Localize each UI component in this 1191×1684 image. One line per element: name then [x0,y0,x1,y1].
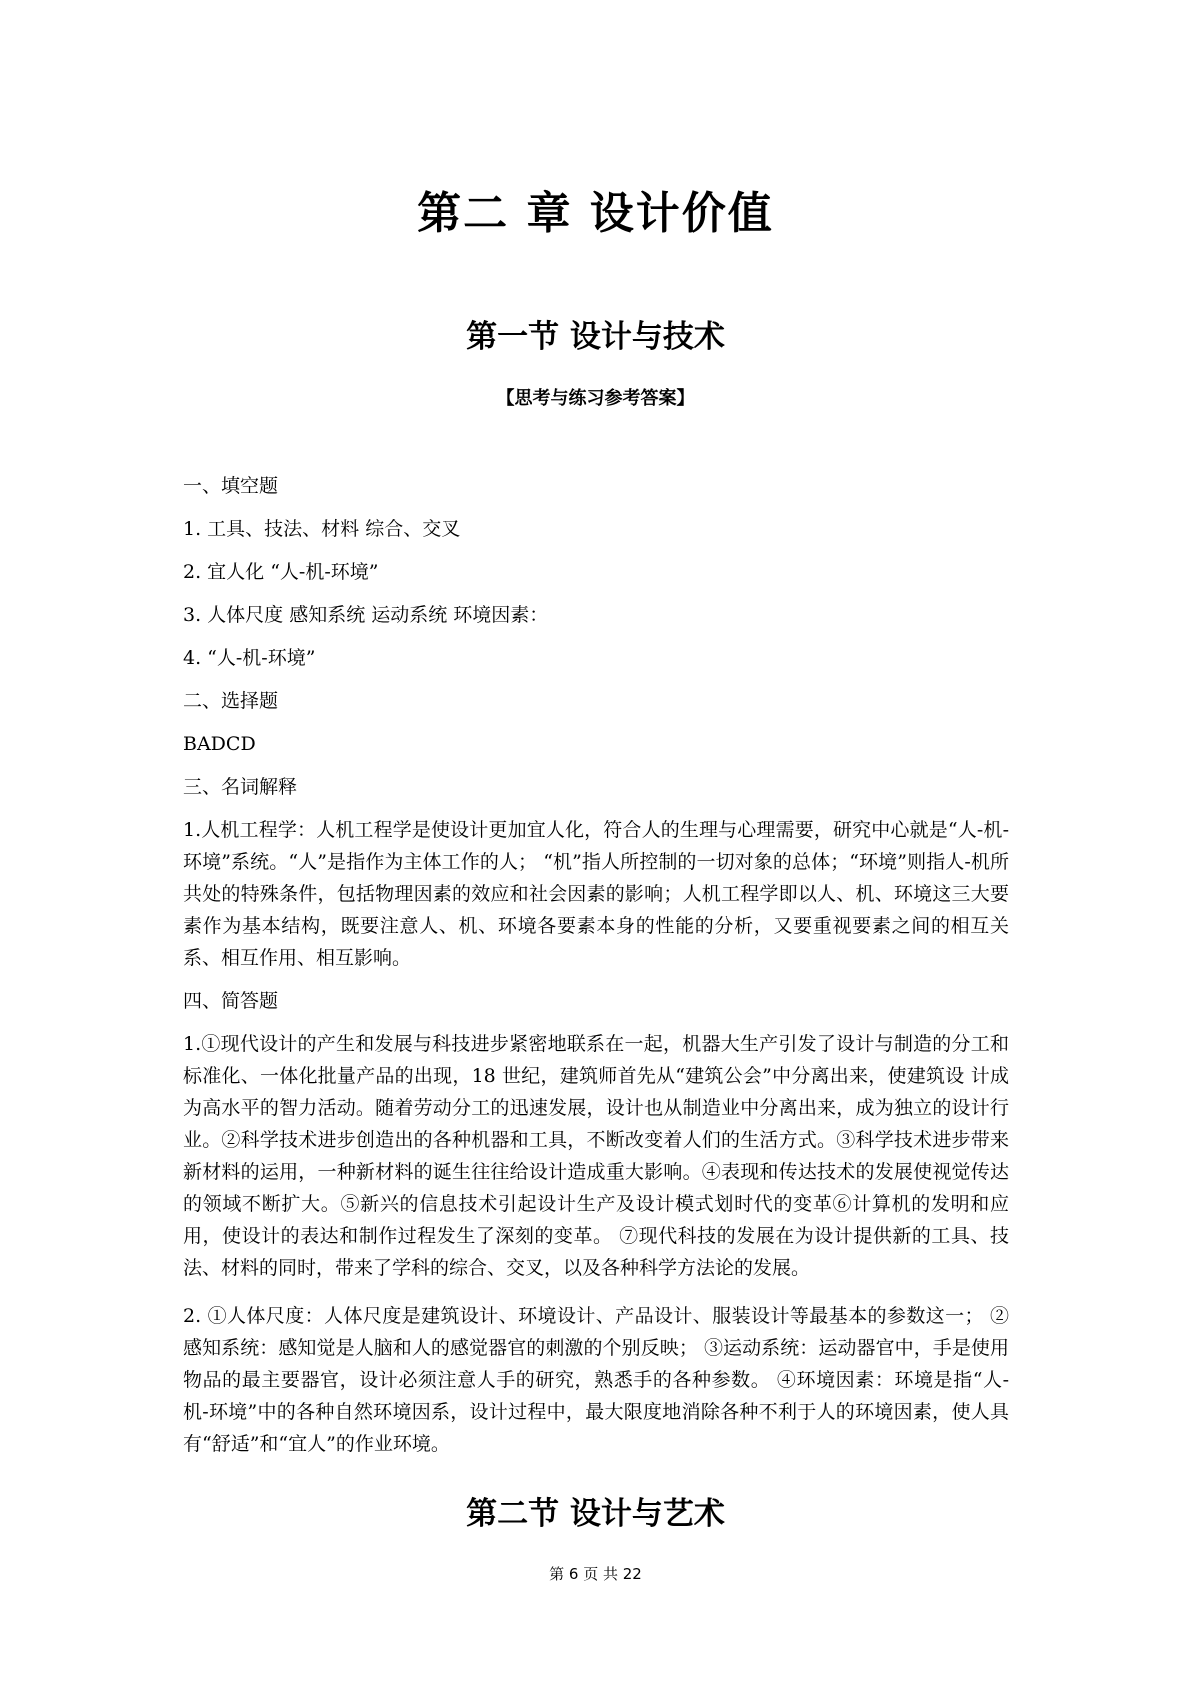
page-footer: 第 6 页 共 22 [549,1565,642,1583]
fill-blank-item-2: 2. 宜人化 “人-机-环境” [183,561,379,583]
content-body [183,470,1009,1471]
fill-blank-item-3: 3. 人体尺度 感知系统 运动系统 环境因素： [183,604,549,626]
short-answer-heading: 四、简答题 [183,990,279,1012]
terms-heading: 三、名词解释 [183,776,298,798]
terms-item-1: 1.人机工程学：人机工程学是使设计更加宜人化，符合人的生理与心理需要，研究中心就是“人-机-环境”系统。“人”是指作为主体工作的人； “机”指人所控制的一切对象的总体；“环境”则指人-机所共处的特殊条件，包括物理因素的效应和社会因素的影响；人机工程学即以人、机、环境这三大要素作为基本结构，既要注意人、机、环境各要素本身的性能的分析，又要重视要素之间的相互关系、相互作用、相互影响。 [183,819,1009,969]
section-title-1: 第一节 设计与技术 [466,319,725,355]
fill-blank-heading: 一、填空题 [183,475,279,497]
fill-blank-item-4: 4. “人-机-环境” [183,647,316,669]
fill-blank-item-1: 1. 工具、技法、材料 综合、交叉 [183,518,461,540]
section-title-2: 第二节 设计与艺术 [466,1496,725,1532]
chapter-title: 第二 章 设计价值 [417,188,774,239]
short-answer-item-1: 1.①现代设计的产生和发展与科技进步紧密地联系在一起，机器大生产引发了设计与制造的分工和标准化、一体化批量产品的出现，18 世纪，建筑师首先从“建筑公会”中分离出来，使建筑设 计成为高水平的智力活动。随着劳动分工的迅速发展，设计也从制造业中分离出来，成为独立的设计行业。②科学技术进步创造出的各种机器和工具，不断改变着人们的生活方式。③科学技术进步带来新材料的运用，一种新材料的诞生往往给设计造成重大影响。④表现和传达技术的发展使视觉传达的领域不断扩大。⑤新兴的信息技术引起设计生产及设计模式划时代的变革⑥计算机的发明和应用，使设计的表达和制作过程发生了深刻的变革。 ⑦现代科技的发展在为设计提供新的工具、技法、材料的同时，带来了学科的综合、交叉，以及各种科学方法论的发展。 [183,1033,1009,1279]
short-answer-item-2: 2. ①人体尺度：人体尺度是建筑设计、环境设计、产品设计、服装设计等最基本的参数这一； ②感知系统：感知觉是人脑和人的感觉器官的刺激的个别反映； ③运动系统：运动器官中，手是使用物品的最主要器官，设计必须注意人手的研究，熟悉手的各种参数。 ④环境因素：环境是指“人-机-环境”中的各种自然环境因系，设计过程中，最大限度地消除各种不利于人的环境因素，使人具有“舒适”和“宜人”的作业环境。 [183,1305,1009,1455]
choice-answer: BADCD [183,733,256,755]
choice-heading: 二、选择题 [183,690,279,712]
answer-header: 【思考与练习参考答案】 [496,388,695,409]
